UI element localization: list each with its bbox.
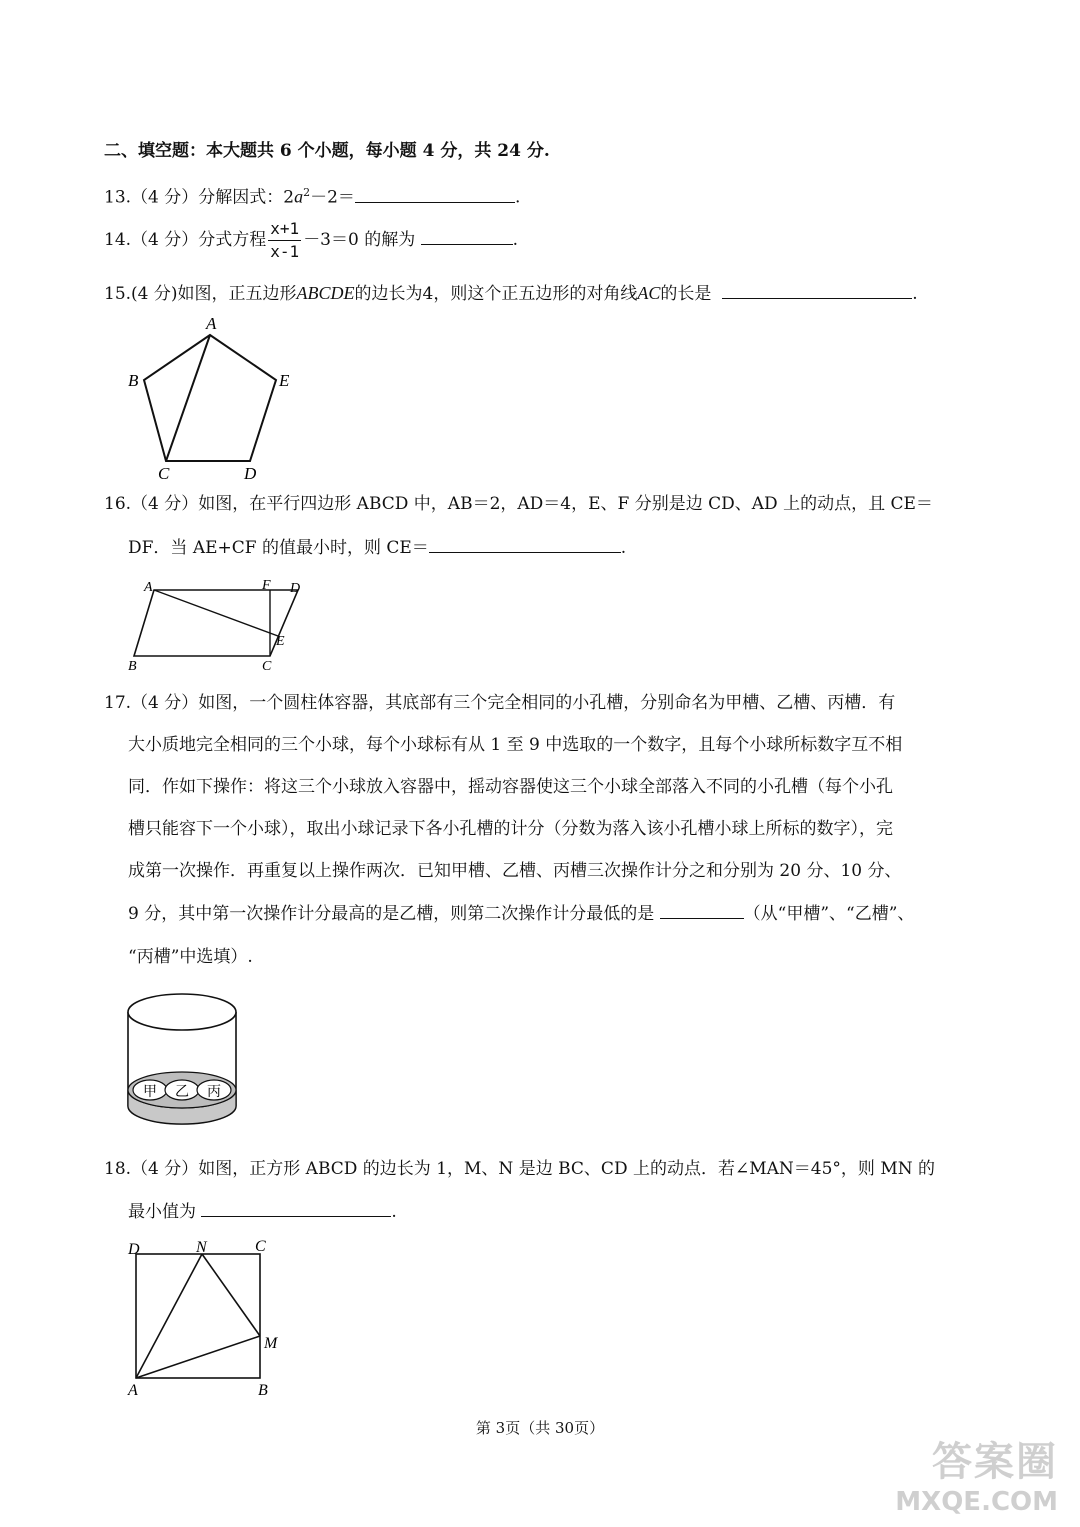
label-c: C: [158, 464, 170, 483]
watermark-top: 答案圈: [932, 1439, 1058, 1485]
section-header: 二、填空题：本大题共 6 个小题，每小题 4 分，共 24 分.: [104, 141, 550, 161]
pentagon-figure: [120, 310, 310, 485]
label-f: F: [262, 578, 271, 593]
label-a: A: [144, 580, 153, 595]
label-b: B: [258, 1382, 268, 1399]
watermark-bottom: MXQE.COM: [895, 1487, 1058, 1517]
answer-blank-16[interactable]: [429, 538, 621, 553]
label-d: D: [290, 581, 301, 596]
diagonal-ac: [166, 335, 210, 461]
cylinder-top: [128, 994, 236, 1030]
fraction: $\frac{x+1}{x-1}$: [270, 219, 300, 261]
slot-label-yi: 乙: [175, 1084, 189, 1100]
question-18-line1: 18.（4 分）如图，正方形 ABCD 的边长为 1，M、N 是边 BC、CD 上的动点．若∠MAN＝45°，则 MN 的: [104, 1159, 935, 1179]
parallelogram-figure: [120, 572, 320, 677]
question-17-line3: 同．作如下操作：将这三个小球放入容器中，摇动容器使这三个小球全部落入不同的小孔槽（每个小孔: [128, 777, 893, 797]
label-n: N: [196, 1239, 207, 1256]
segment-mn: [202, 1254, 260, 1336]
label-m: M: [264, 1335, 278, 1352]
question-16-line2: DF．当 AE+CF 的值最小时，则 CE＝ .: [128, 538, 627, 558]
label-a: A: [128, 1382, 138, 1399]
question-18-line2: 最小值为 .: [128, 1202, 397, 1222]
question-15: 15.(4 分)如图，正五边形ABCDE的边长为4，则这个正五边形的对角线AC的长是 .: [104, 283, 918, 304]
segment-ae: [154, 590, 278, 636]
square-figure: [124, 1234, 294, 1402]
slot-label-bing: 丙: [207, 1084, 221, 1100]
answer-blank-18[interactable]: [201, 1202, 391, 1217]
question-13: 13.（4 分）分解因式：$2a^2-2=$ .: [104, 186, 521, 208]
label-a: A: [206, 314, 217, 333]
pentagon-shape: [144, 335, 276, 461]
label-e: E: [279, 371, 290, 390]
question-16-line1: 16.（4 分）如图，在平行四边形 ABCD 中，AB＝2，AD＝4，E、F 分别是边 CD、AD 上的动点，且 CE＝: [104, 494, 933, 514]
cylinder-figure: [124, 986, 240, 1132]
answer-blank-17[interactable]: [660, 904, 744, 919]
slot-label-jia: 甲: [143, 1084, 157, 1100]
answer-blank-13[interactable]: [355, 188, 515, 203]
parallelogram-shape: [134, 590, 298, 656]
answer-blank-14[interactable]: [421, 230, 513, 245]
label-c: C: [262, 659, 272, 674]
page-footer: 第 3页（共 30页）: [475, 1419, 605, 1437]
question-17-line6: 9 分，其中第一次操作计分最高的是乙槽，则第二次操作计分最低的是 （从“甲槽”、“乙槽”、: [128, 904, 915, 924]
square-shape: [136, 1254, 260, 1378]
label-d: D: [244, 464, 257, 483]
label-c: C: [255, 1238, 266, 1255]
answer-blank-15[interactable]: [722, 284, 912, 299]
label-b: B: [128, 371, 139, 390]
question-14: 14.（4 分）分式方程 $\frac{x+1}{x-1}$ －3＝0 的解为 .: [104, 219, 519, 261]
question-17-line4: 槽只能容下一个小球），取出小球记录下各小孔槽的计分（分数为落入该小孔槽小球上所标的数字），完: [128, 819, 893, 839]
label-e: E: [276, 634, 285, 649]
label-d: D: [128, 1241, 140, 1258]
watermark: [895, 1430, 1058, 1517]
question-17-line1: 17.（4 分）如图，一个圆柱体容器，其底部有三个完全相同的小孔槽，分别命名为甲槽、乙槽、丙槽．有: [104, 693, 896, 713]
question-17-line7: “丙槽”中选填）.: [128, 947, 253, 967]
question-17-line5: 成第一次操作．再重复以上操作两次．已知甲槽、乙槽、丙槽三次操作计分之和分别为 20 分、10 分、: [128, 861, 902, 881]
label-b: B: [128, 659, 137, 674]
question-17-line2: 大小质地完全相同的三个小球，每个小球标有从 1 至 9 中选取的一个数字，且每个小球所标数字互不相: [128, 735, 903, 755]
